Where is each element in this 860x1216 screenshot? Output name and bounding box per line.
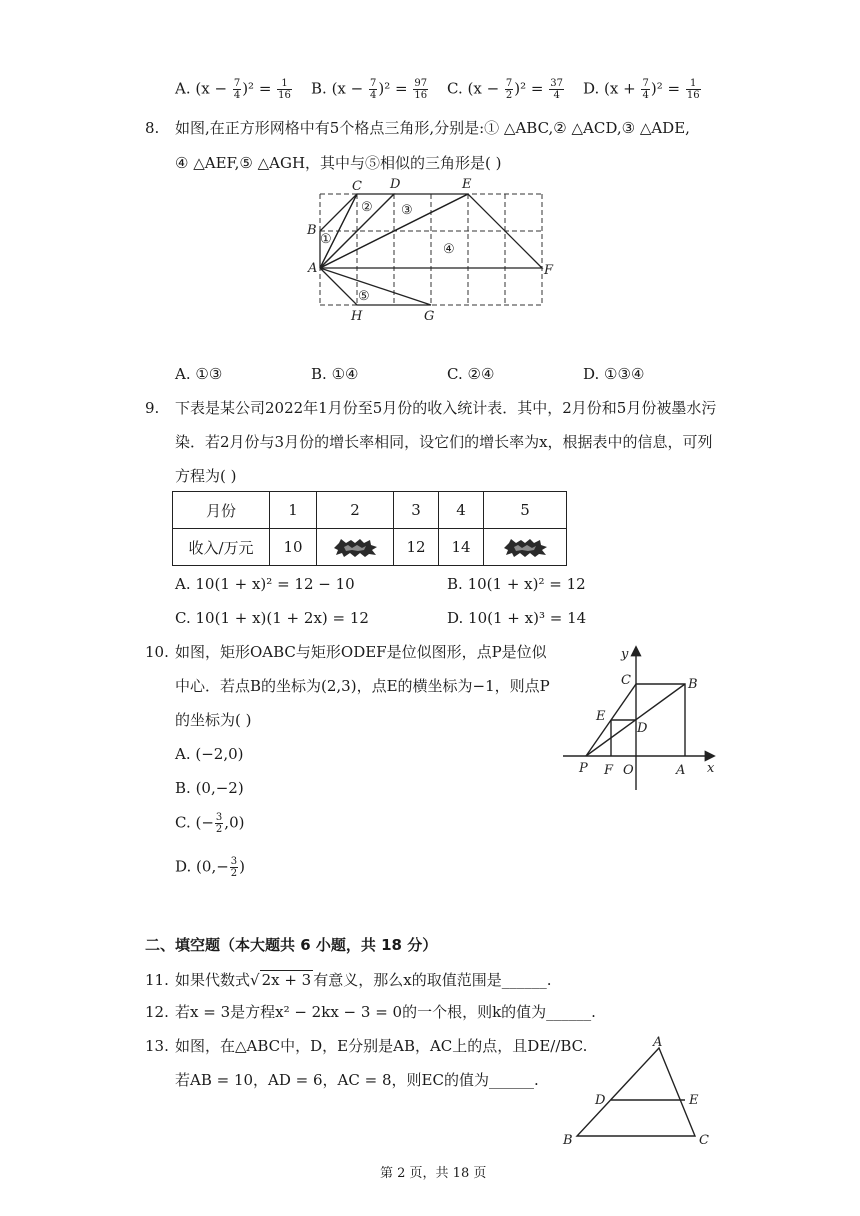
q8-option-b: B. ①④: [311, 365, 359, 383]
ink-blot-cell: [484, 529, 567, 566]
rect-oabc: [636, 684, 685, 756]
table-cell: 5: [484, 492, 567, 529]
label-x: x: [707, 761, 715, 776]
label-o: O: [623, 763, 634, 778]
q12-text: 若x = 3是方程x² − 2kx − 3 = 0的一个根，则k的值为______.: [175, 1003, 596, 1021]
table-cell: 10: [270, 529, 317, 566]
label-b: B: [307, 223, 317, 238]
label-a: A: [308, 261, 318, 276]
q9-option-a: A. 10(1 + x)² = 12 − 10: [175, 575, 355, 593]
q8-option-d: D. ①③④: [583, 365, 645, 383]
revenue-table: [172, 491, 567, 566]
table-cell: 4: [439, 492, 484, 529]
q8-line2: ④ △AEF,⑤ △AGH，其中与⑤相似的三角形是( ): [175, 154, 502, 172]
q8-grid-figure: [300, 174, 560, 326]
q10-line3: 的坐标为( ): [175, 711, 252, 729]
q10-option-b: B. (0,−2): [175, 779, 244, 797]
q13-number: 13.: [145, 1037, 169, 1055]
ink-blot-cell: [317, 529, 394, 566]
label-a: A: [653, 1035, 663, 1050]
ink-blot-icon: [332, 539, 378, 557]
label-c: C: [621, 673, 631, 688]
table-cell: 月份: [173, 492, 270, 529]
label-f: F: [544, 263, 554, 278]
circle-label-5: ⑤: [358, 289, 370, 304]
label-h: H: [351, 309, 363, 324]
q10-number: 10.: [145, 643, 169, 661]
q10-option-c: C. (− $\frac{3}{2}$ ,0): [175, 812, 245, 835]
label-g: G: [424, 309, 435, 324]
q13-line2: 若AB = 10，AD = 6，AC = 8，则EC的值为______.: [175, 1071, 539, 1089]
label-e: E: [689, 1093, 699, 1108]
label-b: B: [688, 677, 698, 692]
label-c: C: [699, 1133, 709, 1148]
q10-option-a: A. (−2,0): [175, 745, 244, 763]
label-p: P: [579, 761, 588, 776]
q9-line2: 染．若2月份与3月份的增长率相同，设它们的增长率为x，根据表中的信息，可列: [175, 433, 713, 451]
q9-option-c: C. 10(1 + x)(1 + 2x) = 12: [175, 609, 369, 627]
table-cell: 3: [394, 492, 439, 529]
q13-triangle-figure: [555, 1034, 725, 1150]
q13-line1: 如图，在△ABC中，D，E分别是AB，AC上的点，且DE//BC.: [175, 1037, 588, 1055]
q7-option-c: C. (x − $\frac{7}{2}$ )² = $\frac{37}{4}$: [447, 78, 564, 101]
q10-option-d: D. (0,− $\frac{3}{2}$ ): [175, 856, 246, 879]
label-f: F: [604, 763, 614, 778]
label-d: D: [390, 177, 401, 192]
q8-option-a: A. ①③: [175, 365, 223, 383]
q8-option-c: C. ②④: [447, 365, 495, 383]
label-e: E: [462, 177, 472, 192]
table-cell: 12: [394, 529, 439, 566]
q10-line2: 中心．若点B的坐标为(2,3)，点E的横坐标为−1，则点P: [175, 677, 550, 695]
section-heading: 二、填空题（本大题共 6 小题，共 18 分）: [145, 936, 438, 954]
page-footer: 第 2 页，共 18 页: [380, 1166, 487, 1181]
table-cell: 收入/万元: [173, 529, 270, 566]
label-c: C: [352, 179, 362, 194]
table-row: [173, 529, 567, 566]
table-cell: 14: [439, 529, 484, 566]
label-d: D: [637, 721, 648, 736]
label-y: y: [621, 647, 629, 662]
q11-number: 11.: [145, 971, 169, 989]
q9-line1: 下表是某公司2022年1月份至5月份的收入统计表．其中，2月份和5月份被墨水污: [175, 399, 717, 417]
q11-text: 如果代数式√ 2x + 3 有意义，那么x的取值范围是______.: [175, 971, 552, 989]
grid-lines: [320, 194, 542, 305]
label-b: B: [563, 1133, 573, 1148]
q10-coordinate-figure: [555, 640, 725, 800]
triangle-abc: [577, 1048, 695, 1136]
q7-option-d: D. (x + $\frac{7}{4}$ )² = $\frac{1}{16}$: [583, 78, 700, 101]
q10-line1: 如图，矩形OABC与矩形ODEF是位似图形，点P是位似: [175, 643, 547, 661]
q8-line1: 如图,在正方形网格中有5个格点三角形,分别是:① △ABC,② △ACD,③ △ADE,: [175, 119, 690, 137]
table-cell: 1: [270, 492, 317, 529]
q9-option-b: B. 10(1 + x)² = 12: [447, 575, 586, 593]
q12-number: 12.: [145, 1003, 169, 1021]
circle-label-1: ①: [320, 232, 332, 247]
q7-option-b: B. (x − $\frac{7}{4}$ )² = $\frac{97}{16}$: [311, 78, 428, 101]
label-d: D: [595, 1093, 606, 1108]
ink-blot-icon: [502, 539, 548, 557]
circle-label-2: ②: [361, 200, 373, 215]
q9-number: 9.: [145, 399, 160, 417]
table-row: [173, 492, 567, 529]
circle-label-4: ④: [443, 242, 455, 257]
label-a: A: [676, 763, 686, 778]
circle-label-3: ③: [401, 203, 413, 218]
label-e: E: [596, 709, 606, 724]
table-cell: 2: [317, 492, 394, 529]
q9-line3: 方程为( ): [175, 467, 237, 485]
q8-number: 8.: [145, 119, 160, 137]
q7-option-a: A. (x − $\frac{7}{4}$ )² = $\frac{1}{16}$: [175, 78, 291, 101]
q9-option-d: D. 10(1 + x)³ = 14: [447, 609, 587, 627]
